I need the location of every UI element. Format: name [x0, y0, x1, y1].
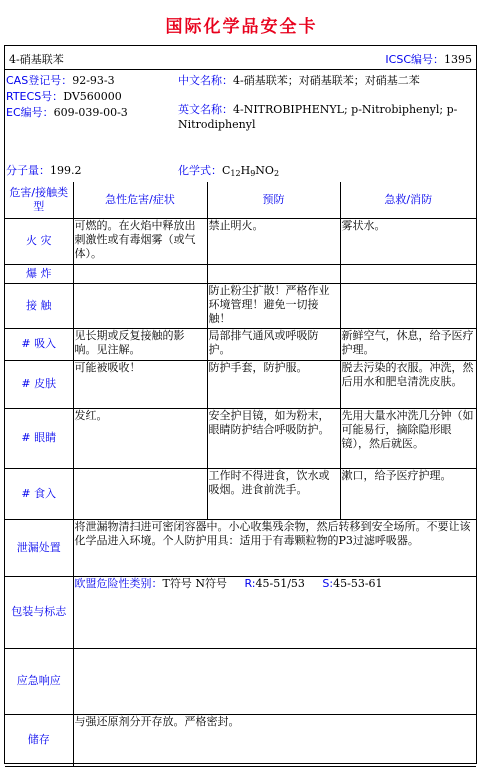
col-header-hazard: 急性危害/症状 — [73, 182, 207, 218]
spill-text: 将泄漏物清扫进可密闭容器中。小心收集残余物，然后转移到安全场所。不要让该化学品进入环境。个人防护用具：适用于有毒颗粒物的P3过滤呼吸器。 — [73, 519, 476, 576]
row-type-exposure: 接 触 — [5, 283, 73, 328]
cas-number — [6, 72, 115, 88]
aid-fire: 雾状水。 — [340, 218, 476, 264]
hazard-ingestion — [73, 468, 207, 519]
icsc-number — [385, 51, 472, 67]
row-type-spill: 泄漏处置 — [5, 519, 73, 576]
row-type-ingestion: # 食入 — [5, 468, 73, 519]
s-phrase-label: S: — [322, 576, 334, 590]
prevention-ingestion: 工作时不得进食，饮水或吸烟。进食前洗手。 — [207, 468, 340, 519]
aid-skin: 脱去污染的衣服。冲洗，然后用水和肥皂清洗皮肤。 — [340, 360, 476, 408]
storage-text: 与强还原剂分开存放。严格密封。 — [73, 714, 476, 766]
cn-name-label: 中文名称： — [178, 74, 233, 87]
table-row-spill — [5, 519, 476, 576]
formula-label: 化学式： — [178, 164, 222, 177]
aid-ingestion: 漱口，给予医疗护理。 — [340, 468, 476, 519]
hazard-exposure — [73, 283, 207, 328]
cas-value: 92-93-3 — [72, 74, 115, 87]
formula-c-count: 12 — [230, 169, 241, 178]
aid-explosion — [340, 264, 476, 283]
hazard-fire: 可燃的。在火焰中释放出刺激性或有毒烟雾（或气体）。 — [73, 218, 207, 264]
table-header-row — [5, 182, 476, 218]
mw-label: 分子量： — [6, 164, 50, 177]
chemical-name: 4-硝基联苯 — [9, 53, 64, 66]
table-row-eyes — [5, 408, 476, 468]
en-name-label: 英文名称： — [178, 103, 233, 116]
hazard-explosion — [73, 264, 207, 283]
prevention-skin: 防护手套，防护服。 — [207, 360, 340, 408]
rtecs-label: RTECS号： — [6, 90, 64, 103]
emergency-text — [73, 648, 476, 714]
english-name — [178, 102, 472, 132]
rtecs-value: DV560000 — [63, 90, 122, 103]
ec-number — [6, 104, 128, 120]
prevention-eyes: 安全护目镜，如为粉末，眼睛防护结合呼吸防护。 — [207, 408, 340, 468]
formula-h-count: 9 — [250, 169, 256, 178]
row-type-packaging: 包装与标志 — [5, 576, 73, 648]
table-row-explosion — [5, 264, 476, 283]
r-phrase-value: 45-51/53 — [255, 576, 305, 590]
row-type-emergency: 应急响应 — [5, 648, 73, 714]
row-type-explosion: 爆 炸 — [5, 264, 73, 283]
row-type-inhalation: # 吸入 — [5, 328, 73, 360]
row-type-storage: 储存 — [5, 714, 73, 766]
hazard-skin: 可能被吸收！ — [73, 360, 207, 408]
table-row-exposure — [5, 283, 476, 328]
aid-eyes: 先用大量水冲洗几分钟（如可能易行，摘除隐形眼镜），然后就医。 — [340, 408, 476, 468]
r-phrase-label: R: — [244, 576, 256, 590]
prevention-inhalation: 局部排气通风或呼吸防护。 — [207, 328, 340, 360]
icsc-value: 1395 — [444, 53, 472, 66]
table-row-storage — [5, 714, 476, 766]
hazard-inhalation: 见长期或反复接触的影响。见注解。 — [73, 328, 207, 360]
aid-exposure — [340, 283, 476, 328]
rtecs-number — [6, 88, 122, 104]
row-type-skin: # 皮肤 — [5, 360, 73, 408]
icsc-label: ICSC编号： — [385, 53, 444, 66]
table-row-skin — [5, 360, 476, 408]
prevention-fire: 禁止明火。 — [207, 218, 340, 264]
hazard-eyes: 发红。 — [73, 408, 207, 468]
s-phrase-value: 45-53-61 — [333, 576, 383, 590]
prevention-explosion — [207, 264, 340, 283]
card-title: 国际化学品安全卡 — [165, 17, 318, 37]
chemical-formula — [178, 162, 279, 178]
table-row-packaging — [5, 576, 476, 648]
hazard-table — [5, 182, 476, 767]
table-row-inhalation — [5, 328, 476, 360]
formula-h: H — [240, 164, 251, 177]
formula-no-count: 2 — [273, 169, 280, 178]
col-header-type: 危害/接触类型 — [5, 182, 73, 218]
prevention-exposure: 防止粉尘扩散！严格作业环境管理！避免一切接触！ — [207, 283, 340, 328]
table-row-fire — [5, 218, 476, 264]
mw-value: 199.2 — [50, 164, 82, 177]
ec-label: EC编号： — [6, 106, 54, 119]
table-row-ingestion — [5, 468, 476, 519]
molecular-weight — [6, 162, 82, 178]
ec-value: 609-039-00-3 — [53, 106, 128, 119]
divider — [5, 69, 476, 70]
col-header-first-aid: 急救/消防 — [340, 182, 476, 218]
formula-c: C — [222, 164, 231, 177]
aid-inhalation: 新鲜空气，休息，给予医疗护理。 — [340, 328, 476, 360]
safety-card — [4, 45, 477, 764]
packaging-content — [73, 576, 476, 648]
chinese-name — [178, 72, 420, 88]
cn-name-value: 4-硝基联苯；对硝基联苯；对硝基二苯 — [233, 74, 420, 87]
eu-class-label: 欧盟危险性类别： — [74, 576, 163, 590]
table-row-emergency — [5, 648, 476, 714]
en-name-value: 4-NITROBIPHENYL; p-Nitrobiphenyl; p-Nitrodiphenyl — [178, 103, 458, 131]
eu-class-value: T符号 N符号 — [162, 576, 227, 590]
row-type-eyes: # 眼睛 — [5, 408, 73, 468]
row-type-fire: 火 灾 — [5, 218, 73, 264]
cas-label: CAS登记号： — [6, 74, 73, 87]
formula-no: NO — [255, 164, 274, 177]
col-header-prevention: 预防 — [207, 182, 340, 218]
